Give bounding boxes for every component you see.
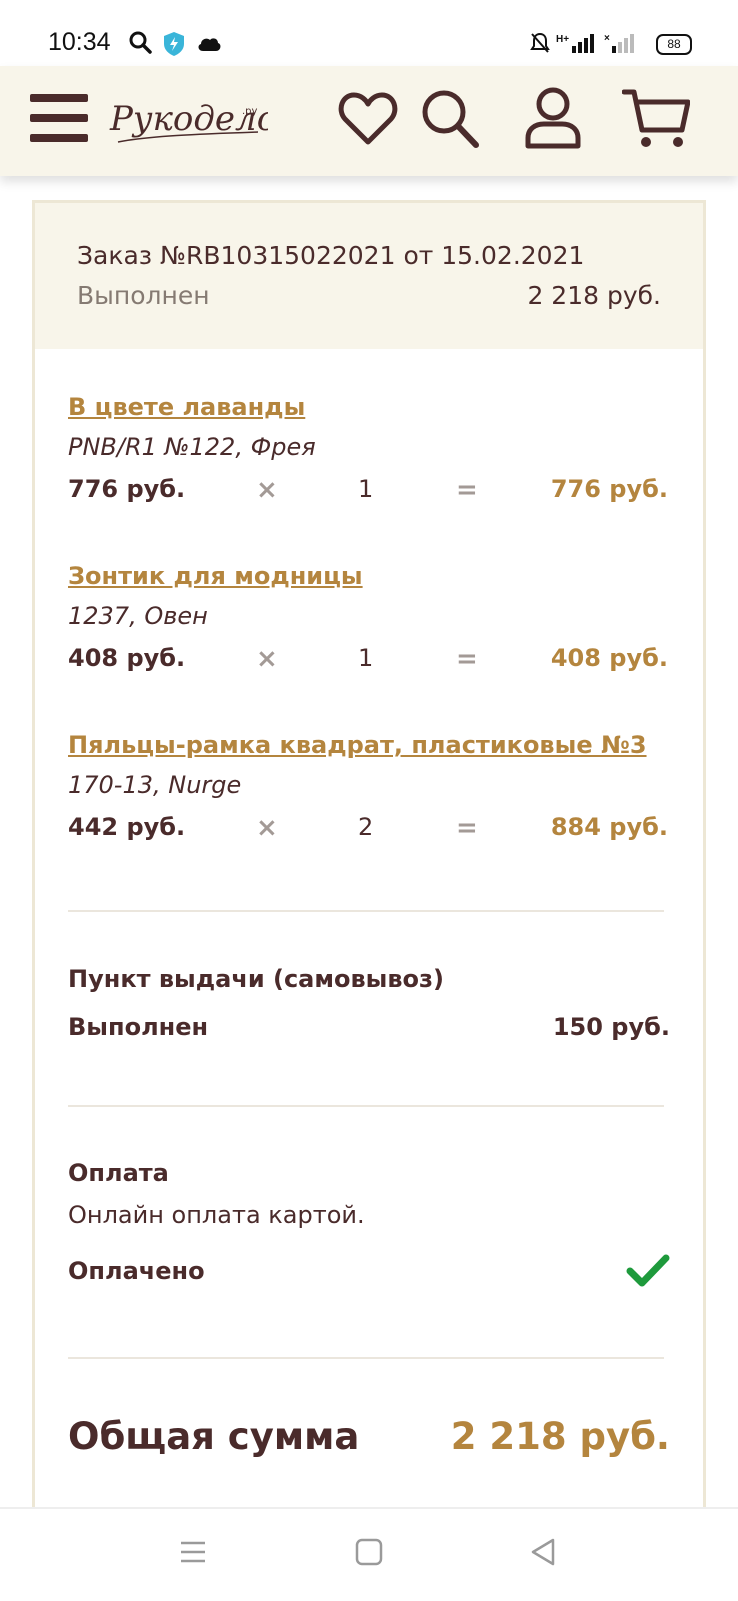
total-value: 2 218 руб. [450,1415,670,1458]
item-sum: 776 руб. [550,475,668,503]
logo-suffix: .ру [242,106,258,117]
equals-sign: = [456,644,478,674]
delivery-status: Выполнен [68,1013,209,1041]
home-icon[interactable] [354,1537,384,1567]
delivery-price: 150 руб. [552,1013,670,1041]
signal-weak-icon [604,32,634,54]
mute-icon [530,32,550,54]
shield-icon [162,31,186,57]
search-icon [128,30,152,56]
item-qty: 2 [358,813,374,841]
check-icon [626,1253,670,1289]
order-title: Заказ №RB10315022021 от 15.02.2021 [77,241,585,270]
cloud-icon [196,34,222,52]
order-card [32,200,706,1520]
times-sign: × [256,475,278,505]
equals-sign: = [456,475,478,505]
item-qty: 1 [358,644,374,672]
item-price: 776 руб. [68,475,186,503]
total-label: Общая сумма [68,1415,360,1458]
item-link[interactable]: Пяльцы-рамка квадрат, пластиковые №3 [68,731,647,759]
order-total: 2 218 руб. [527,281,661,310]
logo-text: Рукодел [110,99,257,139]
payment-label: Оплата [68,1159,169,1187]
equals-sign: = [456,813,478,843]
menu-icon[interactable] [30,94,88,144]
battery-icon: 88 [656,34,692,55]
logo[interactable] [108,84,268,160]
status-bar [0,0,738,66]
divider [68,1105,664,1107]
system-navbar [0,1507,738,1601]
signal-icon [556,32,598,54]
divider [68,910,664,912]
order-header [35,203,703,349]
item-price: 442 руб. [68,813,186,841]
item-sum: 884 руб. [550,813,668,841]
search-icon[interactable] [420,88,480,150]
divider [68,1357,664,1359]
user-icon[interactable] [524,86,582,150]
item-sku: 170-13, Nurge [68,771,242,799]
item-price: 408 руб. [68,644,186,672]
delivery-label: Пункт выдачи (самовывоз) [68,965,444,993]
item-qty: 1 [358,475,374,503]
svg-text:×: × [604,33,610,44]
order-status: Выполнен [77,281,210,310]
item-sku: PNB/R1 №122, Фрея [68,433,316,461]
times-sign: × [256,813,278,843]
item-price-row [68,475,668,515]
site-header [0,66,738,176]
times-sign: × [256,644,278,674]
order-item [68,562,668,684]
payment-status: Оплачено [68,1257,205,1285]
item-link[interactable]: Зонтик для модницы [68,562,363,590]
item-link[interactable]: В цвете лаванды [68,393,306,421]
status-time: 10:34 [48,28,111,56]
cart-icon[interactable] [622,88,690,150]
payment-method: Онлайн оплата картой. [68,1201,365,1229]
back-icon[interactable] [528,1537,558,1567]
item-price-row [68,813,668,853]
order-item [68,731,668,853]
recent-apps-icon[interactable] [178,1537,208,1567]
item-price-row [68,644,668,684]
item-sku: 1237, Овен [68,602,208,630]
svg-text:H+: H+ [556,34,570,45]
item-sum: 408 руб. [550,644,668,672]
order-item [68,393,668,515]
heart-icon[interactable] [338,90,398,146]
